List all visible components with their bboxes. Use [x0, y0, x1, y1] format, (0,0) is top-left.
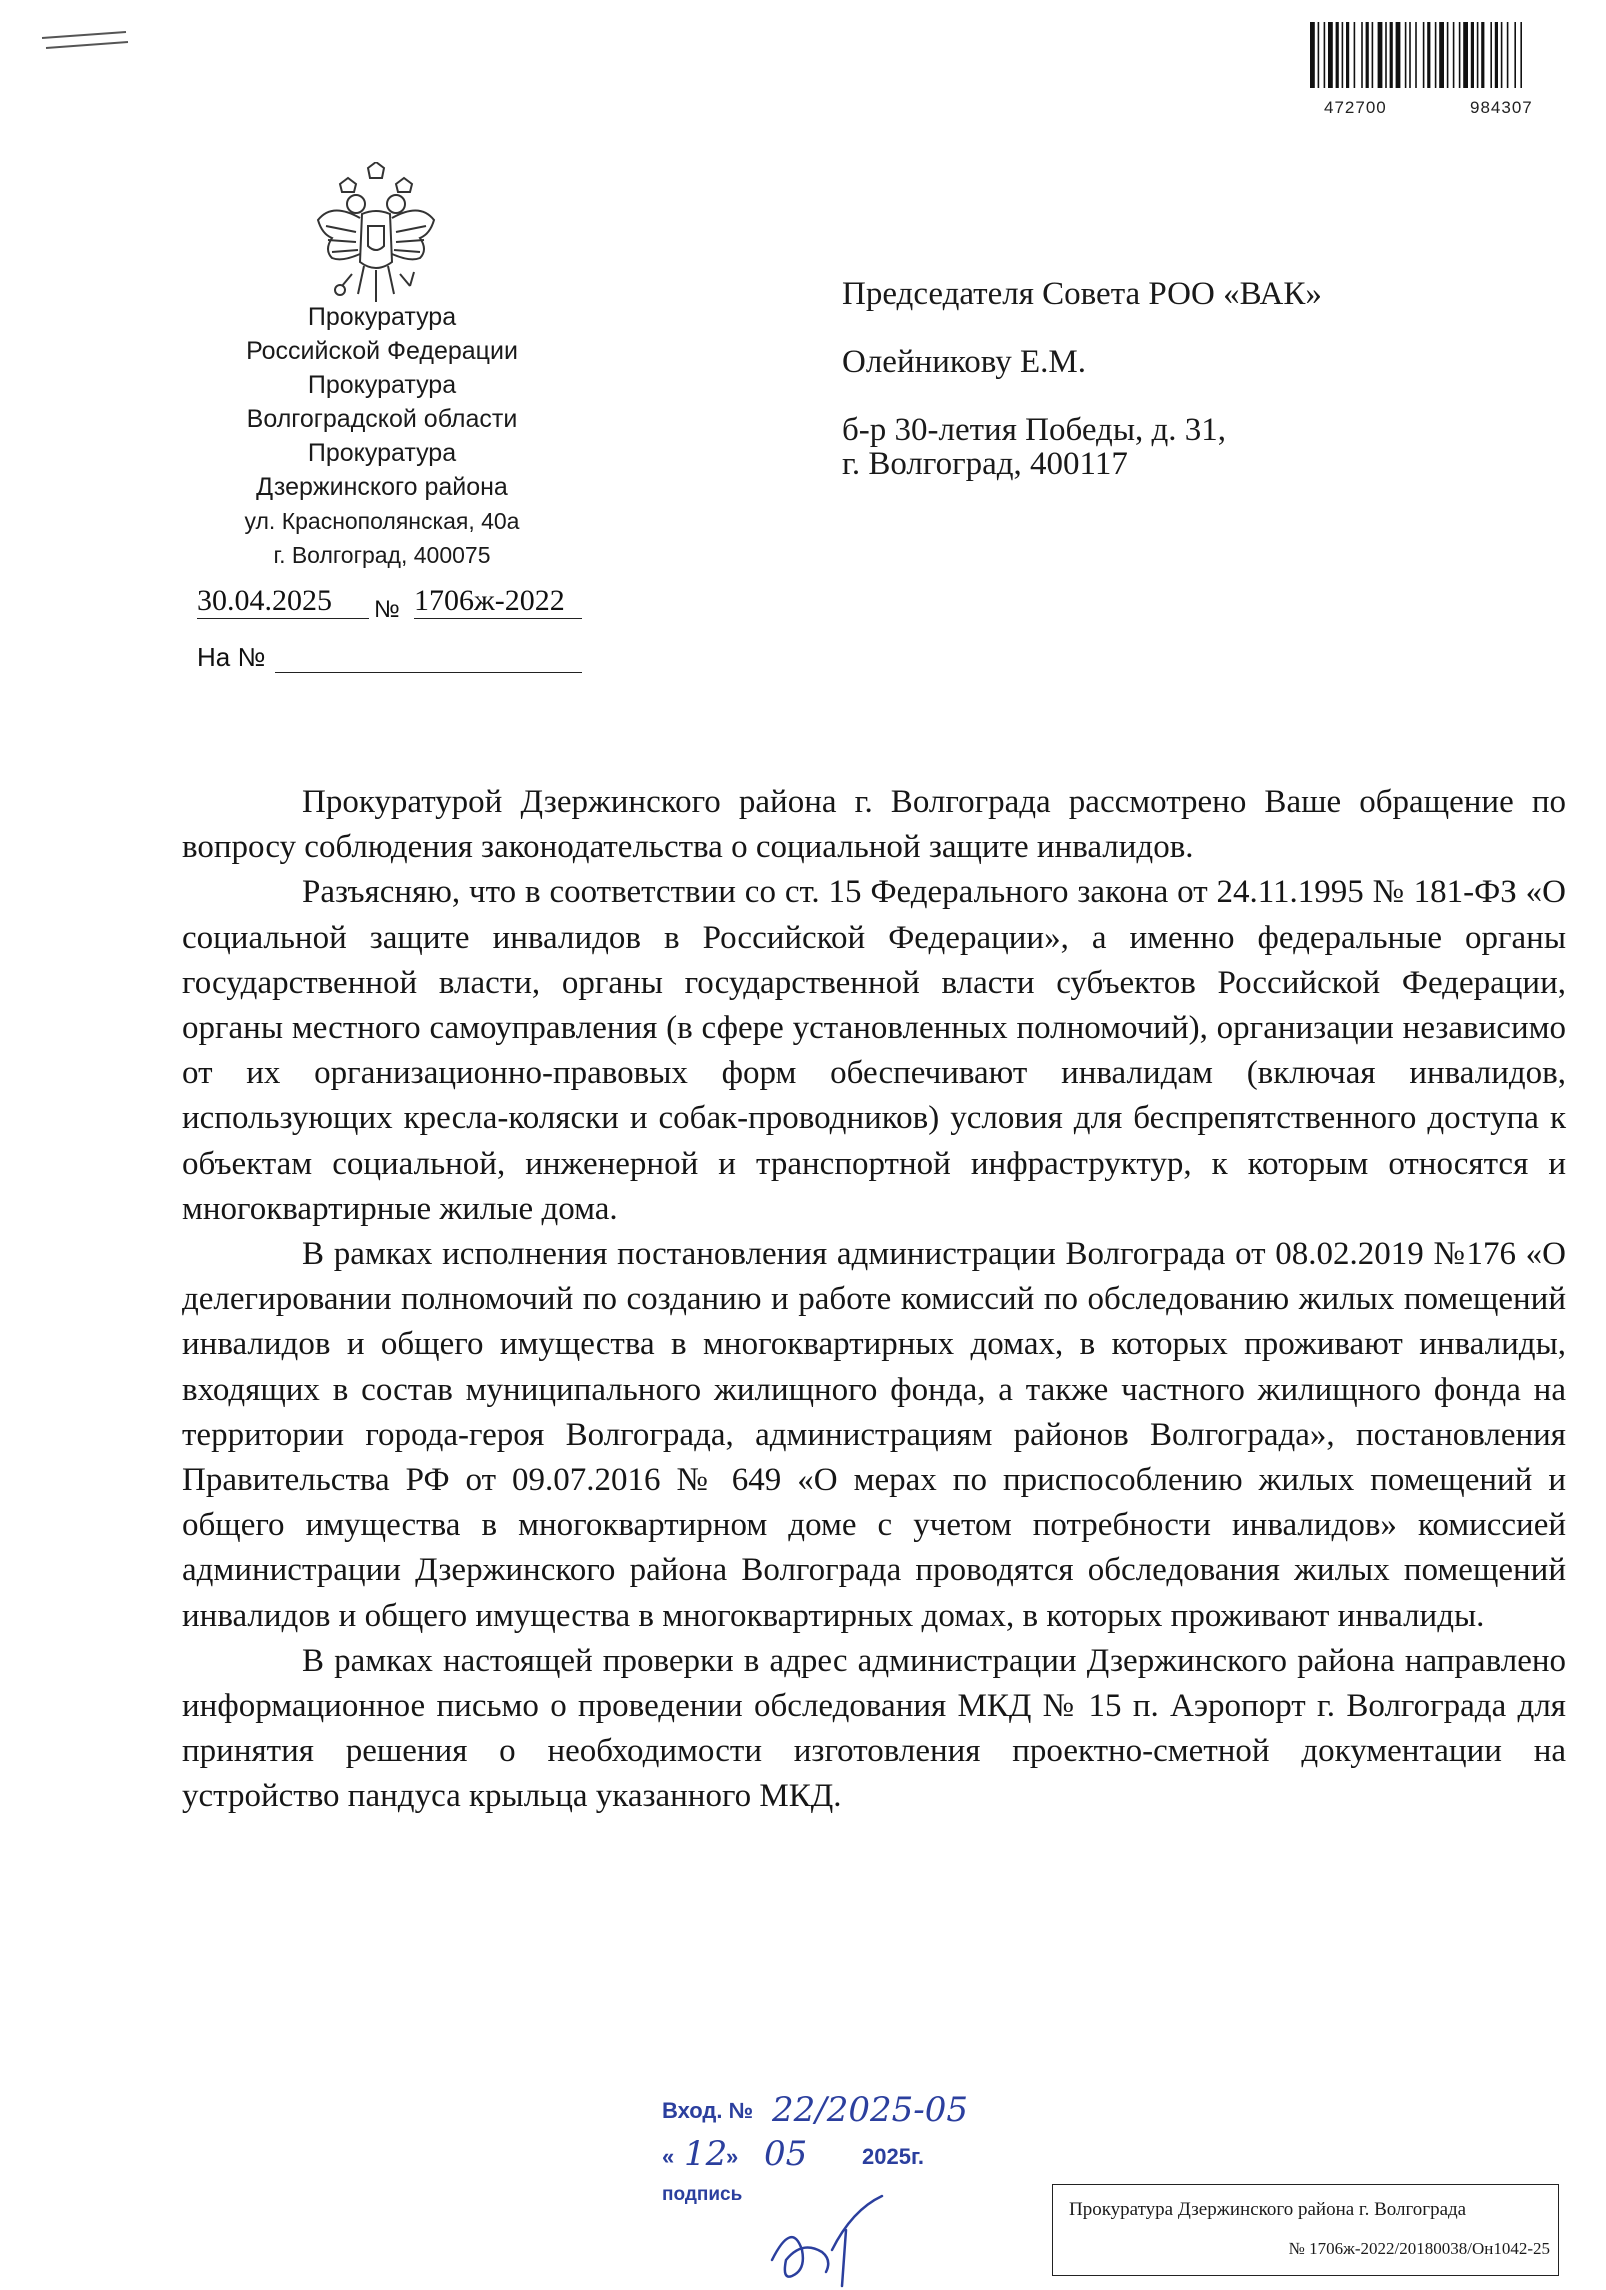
issuer-line: Прокуратура	[307, 371, 457, 399]
barcode-bar	[1481, 22, 1484, 88]
signature-label: подпись	[662, 2184, 743, 2205]
letter-body	[182, 780, 1566, 1820]
barcode-bar	[1453, 22, 1455, 88]
barcode-bar	[1435, 22, 1437, 88]
barcode-bar	[1390, 22, 1393, 88]
registration-number: № 1706ж-2022/20180038/Он1042-25	[1288, 2239, 1550, 2258]
barcode-bar	[1477, 22, 1479, 88]
barcode-bar	[1346, 22, 1349, 88]
barcode-bar	[1447, 22, 1449, 88]
barcode-bar	[1396, 22, 1401, 88]
body-paragraph: В рамках исполнения постановления администрации Волгограда от 08.02.2019 №176 «О делегировании полномочий по созданию и работе комиссий по обследованию жилых помещений инвалидов и общего имущества в многоквартирных домах, в которых проживают инвалиды, входящих в состав муниципального жилищного фонда, а также частного жилищного фонда на территории города-героя Волгограда, администрациям районов Волгограда», постановления Правительства РФ от 09.07.2016 № 649 «О мерах по приспособлению жилых помещений и общего имущества в многоквартирном доме с учетом потребности инвалидов» комиссией администрации Дзержинского района Волгограда проводятся обследования жилых помещений инвалидов и общего имущества в многоквартирных домах, в которых проживают инвалиды.	[182, 1236, 1566, 1634]
handwritten-signature	[762, 2190, 892, 2290]
reply-to-label: На №	[197, 642, 266, 672]
body-paragraph: В рамках настоящей проверки в адрес администрации Дзержинского района направлено информационное письмо о проведении обследования МКД № 15 п. Аэропорт г. Волгограда для принятия решения о необходимости изготовления проектно-сметной документации на устройство пандуса крыльца указанного МКД.	[182, 1642, 1566, 1815]
barcode-bar	[1310, 22, 1315, 88]
issuer-block	[172, 300, 592, 572]
issuer-line: Прокуратура	[307, 303, 457, 331]
barcode-bar	[1490, 22, 1492, 88]
incoming-close-quote: »	[726, 2144, 739, 2169]
body-paragraph: Разъясняю, что в соответствии со ст. 15 Федерального закона от 24.11.1995 № 181-ФЗ «О социальной защите инвалидов в Российской Федерации», а именно федеральные органы государственной власти, органы государственной власти субъектов Российской Федерации, органы местного самоуправления (в сфере установленных полномочий), организации независимо от их организационно-правовых форм обеспечивают инвалидам (включая инвалидов, использующих кресла-коляски и собак-проводников) условия для беспрепятственного доступа к объектам социальной, инженерной и транспортной инфраструктур, к которым относятся и многоквартирные жилые дома.	[182, 874, 1566, 1227]
recipient-address-line2: г. Волгоград, 400117	[842, 446, 1128, 482]
barcode-bar	[1463, 22, 1468, 88]
scan-mark	[40, 30, 130, 52]
incoming-month: 05	[764, 2134, 808, 2174]
issuer-line: Волгоградской области	[246, 405, 518, 433]
barcode	[1310, 22, 1576, 117]
issuer-line: Прокуратура	[307, 439, 457, 467]
barcode-bar	[1415, 22, 1417, 88]
barcode-bar	[1495, 22, 1498, 88]
recipient-address-line1: б-р 30-летия Победы, д. 31,	[842, 412, 1227, 448]
body-paragraph: Прокуратурой Дзержинского района г. Волгограда рассмотрено Ваше обращение по вопросу соблюдения законодательства о социальной защите инвалидов.	[182, 784, 1566, 866]
barcode-bar	[1459, 22, 1461, 88]
incoming-day: 12	[684, 2134, 728, 2174]
barcode-bar	[1366, 22, 1369, 88]
barcode-bar	[1318, 22, 1320, 88]
barcode-bar	[1361, 22, 1363, 88]
barcode-bar	[1409, 22, 1411, 88]
barcode-bar	[1405, 22, 1407, 88]
issuer-line: Дзержинского района	[256, 473, 508, 501]
issuer-line: Российской Федерации	[246, 337, 518, 365]
barcode-bar	[1423, 22, 1425, 88]
barcode-bar	[1471, 22, 1474, 88]
barcode-bar	[1439, 22, 1444, 88]
barcode-bar	[1520, 22, 1522, 88]
issuer-address-line: ул. Краснополянская, 40а	[244, 508, 520, 534]
registration-box	[1052, 2184, 1559, 2276]
barcode-right-number: 984307	[1470, 98, 1533, 117]
incoming-number: 22/2025-05	[772, 2090, 968, 2130]
barcode-bar	[1514, 22, 1516, 88]
barcode-bar	[1336, 22, 1339, 88]
barcode-bar	[1328, 22, 1333, 88]
incoming-open-quote: «	[662, 2144, 675, 2169]
outgoing-number: 1706ж-2022	[414, 584, 582, 619]
barcode-left-number: 472700	[1324, 98, 1387, 117]
barcode-bar	[1324, 22, 1326, 88]
recipient-name: Олейникову Е.М.	[842, 344, 1086, 380]
coat-of-arms-icon	[312, 162, 440, 312]
barcode-bar	[1372, 22, 1374, 88]
outgoing-number-label: №	[374, 596, 400, 623]
barcode-bars	[1310, 22, 1576, 88]
barcode-bar	[1501, 22, 1503, 88]
incoming-year: 2025г.	[862, 2144, 925, 2169]
issuer-address-line: г. Волгоград, 400075	[273, 542, 491, 568]
incoming-stamp	[662, 2090, 1042, 2290]
recipient-title: Председателя Совета РОО «ВАК»	[842, 276, 1322, 312]
barcode-bar	[1342, 22, 1344, 88]
barcode-bar	[1354, 22, 1356, 88]
incoming-label: Вход. №	[662, 2098, 754, 2123]
barcode-bar	[1507, 22, 1509, 88]
outgoing-date: 30.04.2025	[197, 584, 369, 619]
barcode-bar	[1378, 22, 1383, 88]
reply-to-line	[275, 672, 582, 673]
barcode-bar	[1427, 22, 1430, 88]
registration-office: Прокуратура Дзержинского района г. Волгограда	[1069, 2199, 1467, 2220]
barcode-bar	[1385, 22, 1387, 88]
